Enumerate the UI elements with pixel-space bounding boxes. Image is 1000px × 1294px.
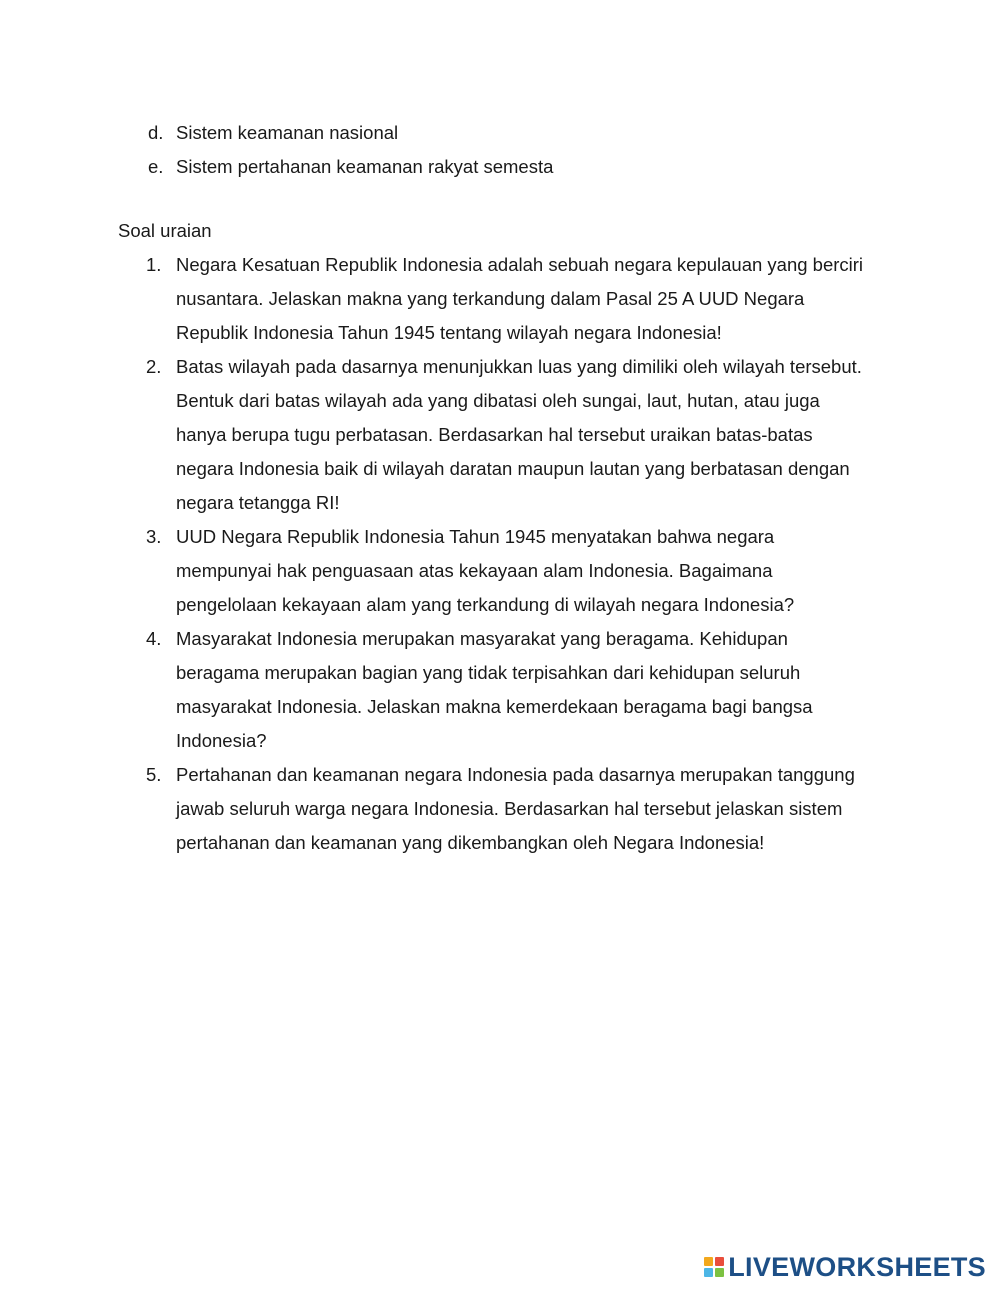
section-title: Soal uraian bbox=[118, 220, 212, 241]
question-3 bbox=[146, 520, 866, 622]
option-letter: d. bbox=[148, 122, 164, 143]
question-5 bbox=[146, 758, 866, 860]
option-text: Sistem pertahanan keamanan rakyat semesta bbox=[176, 156, 554, 177]
logo-square bbox=[704, 1257, 713, 1266]
answer-options bbox=[148, 116, 553, 184]
option-letter: e. bbox=[148, 156, 164, 177]
question-1 bbox=[146, 248, 866, 350]
liveworksheets-logo bbox=[704, 1252, 986, 1282]
question-text: Batas wilayah pada dasarnya menunjukkan luas yang dimiliki oleh wilayah tersebut. Bentuk dari batas wilayah ada yang dibatasi oleh sungai, laut, hutan, atau juga hanya berupa tugu perbatasan. Berdasarkan hal tersebut uraikan batas-batas negara Indonesia baik di wilayah daratan maupun lautan yang berbatasan dengan negara tetangga RI! bbox=[176, 356, 862, 513]
option-d bbox=[148, 116, 553, 150]
logo-square bbox=[704, 1268, 713, 1277]
option-e bbox=[148, 150, 553, 184]
logo-text: LIVEWORKSHEETS bbox=[728, 1251, 986, 1282]
question-2 bbox=[146, 350, 866, 520]
question-number: 1. bbox=[146, 254, 162, 275]
essay-questions bbox=[146, 248, 866, 860]
question-number: 3. bbox=[146, 526, 162, 547]
question-text: Masyarakat Indonesia merupakan masyarakat yang beragama. Kehidupan beragama merupakan bagian yang tidak terpisahkan dari kehidupan seluruh masyarakat Indonesia. Jelaskan makna kemerdekaan beragama bagi bangsa Indonesia? bbox=[176, 628, 813, 751]
question-number: 4. bbox=[146, 628, 162, 649]
logo-square bbox=[715, 1257, 724, 1266]
question-4 bbox=[146, 622, 866, 758]
question-text: Pertahanan dan keamanan negara Indonesia pada dasarnya merupakan tanggung jawab seluruh warga negara Indonesia. Berdasarkan hal tersebut jelaskan sistem pertahanan dan keamanan yang dikembangkan oleh Negara Indonesia! bbox=[176, 764, 855, 853]
question-text: Negara Kesatuan Republik Indonesia adalah sebuah negara kepulauan yang berciri nusantara. Jelaskan makna yang terkandung dalam Pasal 25 A UUD Negara Republik Indonesia Tahun 1945 tentang wilayah negara Indonesia! bbox=[176, 254, 864, 343]
question-number: 5. bbox=[146, 764, 162, 785]
logo-mark-icon bbox=[704, 1257, 724, 1277]
question-number: 2. bbox=[146, 356, 162, 377]
option-text: Sistem keamanan nasional bbox=[176, 122, 399, 143]
question-text: UUD Negara Republik Indonesia Tahun 1945 menyatakan bahwa negara mempunyai hak penguasaan atas kekayaan alam Indonesia. Bagaimana pengelolaan kekayaan alam yang terkandung di wilayah negara Indonesia? bbox=[176, 526, 795, 615]
logo-square bbox=[715, 1268, 724, 1277]
